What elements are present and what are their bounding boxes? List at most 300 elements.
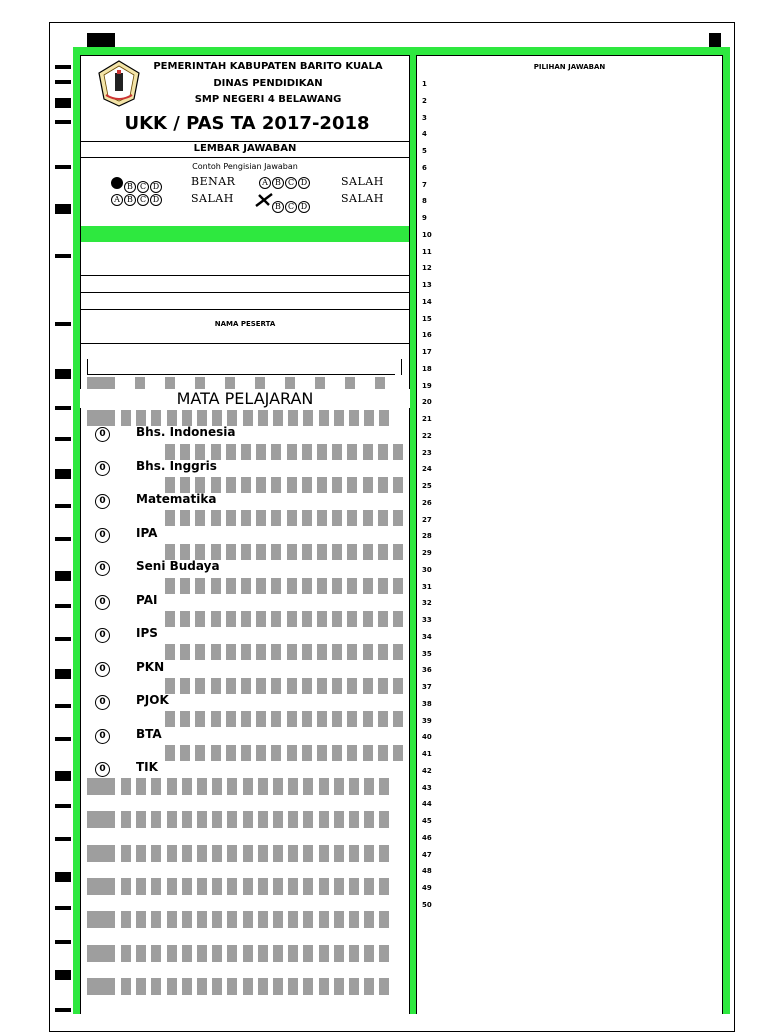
gray-mark <box>319 410 329 426</box>
gray-mark <box>258 811 268 828</box>
gray-mark <box>256 544 266 560</box>
gray-mark <box>363 745 373 761</box>
question-number: 44 <box>422 800 432 809</box>
inner-border-mid-right <box>416 55 417 1014</box>
gray-mark <box>302 611 312 627</box>
gray-mark <box>393 711 403 727</box>
gray-mark <box>288 778 298 795</box>
gray-mark <box>180 477 190 493</box>
gray-mark <box>165 477 175 493</box>
subject-bubble[interactable]: 0 <box>95 528 110 543</box>
gray-mark <box>334 878 344 895</box>
example-bubble-b: B <box>272 177 284 189</box>
gray-mark <box>378 477 388 493</box>
timing-mark <box>55 322 71 326</box>
gray-mark <box>319 778 329 795</box>
gray-mark <box>378 544 388 560</box>
question-number: 3 <box>422 113 427 122</box>
gray-mark <box>197 978 207 995</box>
gray-mark <box>258 911 268 928</box>
gray-mark <box>241 510 251 526</box>
gray-mark <box>393 611 403 627</box>
question-number: 19 <box>422 381 432 390</box>
gray-mark <box>363 611 373 627</box>
gray-mark <box>182 410 192 426</box>
subject-bubble[interactable]: 0 <box>95 695 110 710</box>
gray-mark <box>151 845 161 862</box>
timing-mark <box>55 704 71 708</box>
gray-mark <box>165 510 175 526</box>
question-number: 15 <box>422 314 432 323</box>
gray-mark <box>347 544 357 560</box>
divider-1 <box>80 141 410 142</box>
timing-mark <box>55 804 71 808</box>
subject-bubble[interactable]: 0 <box>95 762 110 777</box>
divider-4 <box>80 292 410 293</box>
example-bubble-a-partial: A <box>259 177 271 189</box>
question-number: 11 <box>422 247 432 256</box>
gray-mark <box>87 811 115 828</box>
example-bubble-d: D <box>150 181 162 193</box>
gray-mark <box>271 477 281 493</box>
gray-mark <box>241 745 251 761</box>
gray-mark <box>227 978 237 995</box>
gray-mark <box>136 845 146 862</box>
gray-mark <box>212 845 222 862</box>
gray-mark <box>349 811 359 828</box>
question-number: 37 <box>422 683 432 691</box>
gray-mark <box>273 811 283 828</box>
gray-mark <box>332 611 342 627</box>
gray-mark <box>364 878 374 895</box>
gray-mark <box>182 811 192 828</box>
gray-mark <box>195 510 205 526</box>
gray-mark <box>151 945 161 962</box>
gray-mark <box>271 611 281 627</box>
gray-mark <box>226 544 236 560</box>
divider-5 <box>80 309 410 310</box>
gray-mark <box>379 945 389 962</box>
question-number: 33 <box>422 616 432 624</box>
gray-mark <box>332 444 342 460</box>
gray-mark <box>271 678 281 694</box>
gray-mark <box>363 644 373 660</box>
gray-mark <box>226 644 236 660</box>
gray-mark <box>271 444 281 460</box>
gray-mark <box>393 578 403 594</box>
gray-mark <box>151 811 161 828</box>
gray-mark <box>226 678 236 694</box>
timing-mark <box>55 469 71 479</box>
question-number: 42 <box>422 766 432 775</box>
example-bubble-c: C <box>137 194 149 206</box>
gray-mark <box>287 477 297 493</box>
gray-mark <box>287 578 297 594</box>
gray-mark <box>243 811 253 828</box>
gray-mark <box>303 878 313 895</box>
gray-mark <box>151 410 161 426</box>
gray-mark <box>288 878 298 895</box>
gray-mark <box>363 477 373 493</box>
subject-label: TIK <box>136 760 158 774</box>
gray-mark <box>317 611 327 627</box>
gray-mark <box>349 945 359 962</box>
gray-mark <box>317 477 327 493</box>
timing-mark <box>55 437 71 441</box>
gray-mark <box>227 410 237 426</box>
gray-mark <box>182 778 192 795</box>
gray-mark <box>180 711 190 727</box>
question-number: 13 <box>422 281 432 289</box>
gray-mark <box>364 911 374 928</box>
gray-mark <box>302 745 312 761</box>
gray-mark <box>211 745 221 761</box>
gray-mark <box>136 911 146 928</box>
gray-mark <box>334 978 344 995</box>
gray-mark <box>302 644 312 660</box>
example-bubble-d: D <box>298 177 310 189</box>
gray-mark <box>364 845 374 862</box>
gray-mark <box>182 978 192 995</box>
gray-mark <box>136 945 146 962</box>
gray-mark <box>212 811 222 828</box>
gray-mark <box>271 510 281 526</box>
gray-mark <box>347 644 357 660</box>
gray-mark <box>241 678 251 694</box>
timing-mark <box>55 537 71 541</box>
question-number: 32 <box>422 599 432 608</box>
gray-mark <box>227 845 237 862</box>
example-label-salah-1: SALAH <box>341 175 384 188</box>
gray-mark <box>271 578 281 594</box>
gray-mark <box>256 611 266 627</box>
example-wrong-bubbles-1 <box>259 177 311 189</box>
gray-mark <box>212 410 222 426</box>
gray-mark <box>136 778 146 795</box>
gray-mark <box>334 410 344 426</box>
subject-bubble[interactable]: 0 <box>95 729 110 744</box>
gray-mark <box>319 878 329 895</box>
timing-mark <box>55 737 71 741</box>
question-number: 12 <box>422 264 432 273</box>
gray-mark <box>317 644 327 660</box>
gray-mark <box>167 978 177 995</box>
question-number: 9 <box>422 214 427 222</box>
example-wrong-bubbles-2 <box>111 194 163 206</box>
gray-mark <box>195 644 205 660</box>
gray-mark <box>349 911 359 928</box>
gray-mark <box>180 578 190 594</box>
timing-mark <box>55 571 71 581</box>
timing-mark <box>55 80 71 84</box>
gray-mark <box>379 410 389 426</box>
question-number: 8 <box>422 197 427 206</box>
gray-mark <box>288 911 298 928</box>
gray-mark <box>378 444 388 460</box>
gray-mark <box>378 678 388 694</box>
example-caption: Contoh Pengisian Jawaban <box>192 162 298 171</box>
gray-mark <box>167 811 177 828</box>
gray-mark <box>165 644 175 660</box>
gray-mark <box>258 410 268 426</box>
gray-mark <box>136 410 146 426</box>
gray-mark <box>349 778 359 795</box>
participant-name-field[interactable] <box>87 359 403 375</box>
gray-mark <box>87 778 115 795</box>
gray-mark <box>211 477 221 493</box>
gray-mark <box>363 510 373 526</box>
example-bubble-a: A <box>111 194 123 206</box>
subject-bubble[interactable]: 0 <box>95 427 110 442</box>
gray-mark <box>363 544 373 560</box>
timing-mark <box>55 837 71 841</box>
gray-mark <box>243 911 253 928</box>
subject-bubble[interactable]: 0 <box>95 461 110 476</box>
timing-mark <box>55 940 71 944</box>
gray-mark <box>165 578 175 594</box>
cross-mark-icon <box>259 194 271 206</box>
gray-mark <box>347 745 357 761</box>
gray-mark <box>332 678 342 694</box>
question-number: 34 <box>422 632 432 641</box>
gray-mark <box>288 845 298 862</box>
gray-mark <box>363 711 373 727</box>
gray-mark <box>379 978 389 995</box>
question-number: 25 <box>422 482 432 490</box>
gray-mark <box>195 578 205 594</box>
gray-mark <box>211 644 221 660</box>
example-bubble-filled <box>111 177 123 189</box>
gray-mark <box>195 745 205 761</box>
gray-mark <box>317 745 327 761</box>
gray-mark <box>287 711 297 727</box>
question-number: 47 <box>422 850 432 859</box>
gray-mark <box>364 778 374 795</box>
gray-mark <box>378 711 388 727</box>
gray-mark <box>256 444 266 460</box>
example-label-salah-3: SALAH <box>341 192 384 205</box>
gray-mark <box>273 878 283 895</box>
gray-mark <box>317 711 327 727</box>
example-correct-bubbles <box>111 177 163 193</box>
gray-mark <box>332 578 342 594</box>
question-number: 39 <box>422 716 432 725</box>
gray-mark <box>303 945 313 962</box>
gray-mark <box>317 578 327 594</box>
question-number: 27 <box>422 515 432 524</box>
subject-label: PKN <box>136 659 165 674</box>
gray-mark <box>197 911 207 928</box>
gray-mark <box>379 845 389 862</box>
gray-mark <box>334 945 344 962</box>
question-number: 49 <box>422 884 432 892</box>
gray-mark <box>167 878 177 895</box>
gray-mark <box>393 644 403 660</box>
example-wrong-bubbles-3 <box>259 194 311 213</box>
gray-mark <box>212 778 222 795</box>
timing-mark <box>55 1008 71 1012</box>
question-number: 46 <box>422 833 432 842</box>
gray-mark <box>211 578 221 594</box>
gray-mark <box>241 544 251 560</box>
gray-mark <box>87 845 115 862</box>
gray-mark <box>287 444 297 460</box>
gray-mark <box>241 477 251 493</box>
gray-mark <box>151 778 161 795</box>
question-number: 14 <box>422 297 432 306</box>
gray-mark <box>226 510 236 526</box>
gray-mark <box>227 945 237 962</box>
subject-bubble[interactable]: 0 <box>95 561 110 576</box>
timing-mark <box>55 204 71 214</box>
gray-mark <box>212 978 222 995</box>
gray-mark <box>241 611 251 627</box>
gray-mark <box>226 611 236 627</box>
question-number: 28 <box>422 532 432 541</box>
question-number: 20 <box>422 398 432 407</box>
gray-mark <box>378 578 388 594</box>
gray-mark <box>319 945 329 962</box>
gray-mark <box>195 544 205 560</box>
timing-mark <box>55 637 71 641</box>
gray-mark <box>364 978 374 995</box>
question-number: 4 <box>422 130 427 139</box>
gray-mark <box>195 678 205 694</box>
gray-mark <box>180 544 190 560</box>
subject-bubble[interactable]: 0 <box>95 494 110 509</box>
gray-mark <box>87 878 115 895</box>
gray-mark <box>197 410 207 426</box>
gray-mark <box>349 410 359 426</box>
gray-mark <box>226 578 236 594</box>
sheet-title: LEMBAR JAWABAN <box>193 143 297 154</box>
gray-mark <box>288 410 298 426</box>
gray-mark <box>151 878 161 895</box>
subject-label: PJOK <box>136 693 169 707</box>
timing-mark <box>55 771 71 781</box>
gray-mark <box>241 578 251 594</box>
gray-mark <box>319 845 329 862</box>
subject-label: IPS <box>136 626 158 640</box>
gray-mark <box>87 945 115 962</box>
gray-mark <box>87 911 115 928</box>
subject-label: PAI <box>136 592 158 607</box>
gray-mark <box>136 878 146 895</box>
gray-mark <box>393 510 403 526</box>
gray-mark <box>182 945 192 962</box>
subject-bubble[interactable]: 0 <box>95 662 110 677</box>
gray-mark <box>256 711 266 727</box>
gray-mark <box>121 911 131 928</box>
gray-mark <box>273 778 283 795</box>
gray-mark <box>317 544 327 560</box>
question-number: 6 <box>422 163 427 172</box>
gray-mark <box>180 611 190 627</box>
timing-mark <box>55 120 71 124</box>
subject-bubble[interactable]: 0 <box>95 628 110 643</box>
question-number: 17 <box>422 348 432 356</box>
subject-label: Seni Budaya <box>136 559 220 573</box>
gray-mark <box>393 745 403 761</box>
timing-mark <box>55 970 71 980</box>
gray-mark <box>379 878 389 895</box>
gray-mark <box>167 410 177 426</box>
timing-mark <box>55 906 71 910</box>
question-number: 5 <box>422 147 427 155</box>
green-band <box>80 226 410 242</box>
subject-label: IPA <box>136 525 158 540</box>
gray-mark <box>317 510 327 526</box>
example-bubble-d: D <box>298 201 310 213</box>
gray-mark <box>121 978 131 995</box>
gray-mark <box>393 444 403 460</box>
gray-mark <box>271 711 281 727</box>
gray-mark <box>303 978 313 995</box>
gray-mark <box>197 878 207 895</box>
gray-mark <box>165 745 175 761</box>
gray-mark <box>332 644 342 660</box>
gray-mark <box>256 477 266 493</box>
header-line-3: SMP NEGERI 4 BELAWANG <box>194 94 342 105</box>
gray-mark <box>258 878 268 895</box>
gray-mark <box>273 978 283 995</box>
gray-mark <box>197 811 207 828</box>
gray-mark <box>241 444 251 460</box>
gray-mark <box>258 978 268 995</box>
gray-mark <box>151 978 161 995</box>
inner-border-left <box>80 55 81 1014</box>
gray-mark <box>226 711 236 727</box>
header-line-2: DINAS PENDIDIKAN <box>213 78 323 89</box>
question-number: 21 <box>422 415 432 423</box>
timing-mark <box>55 98 71 108</box>
gray-mark <box>167 845 177 862</box>
timing-mark <box>55 504 71 508</box>
question-number: 48 <box>422 867 432 876</box>
gray-mark <box>393 477 403 493</box>
gray-mark <box>243 410 253 426</box>
gray-mark <box>302 711 312 727</box>
gray-mark <box>273 945 283 962</box>
gray-mark <box>243 845 253 862</box>
gray-mark <box>182 845 192 862</box>
example-label-benar: BENAR <box>191 175 236 188</box>
gray-mark <box>364 811 374 828</box>
gray-mark <box>165 678 175 694</box>
gray-mark <box>167 911 177 928</box>
gray-mark <box>378 510 388 526</box>
gray-mark <box>227 811 237 828</box>
gray-mark <box>349 878 359 895</box>
gray-mark <box>302 678 312 694</box>
gray-mark <box>332 711 342 727</box>
subject-bubble[interactable]: 0 <box>95 595 110 610</box>
gray-mark <box>197 778 207 795</box>
subject-label: Matematika <box>136 492 217 506</box>
example-bubble-b: B <box>124 194 136 206</box>
gray-mark <box>241 644 251 660</box>
gray-mark <box>303 811 313 828</box>
divider-3 <box>80 275 410 276</box>
gray-mark <box>379 811 389 828</box>
question-number: 24 <box>422 465 432 474</box>
example-bubble-c: C <box>285 201 297 213</box>
gray-mark <box>319 978 329 995</box>
gray-mark <box>287 510 297 526</box>
gray-mark <box>302 510 312 526</box>
gray-mark <box>303 410 313 426</box>
example-bubble-b: B <box>124 181 136 193</box>
